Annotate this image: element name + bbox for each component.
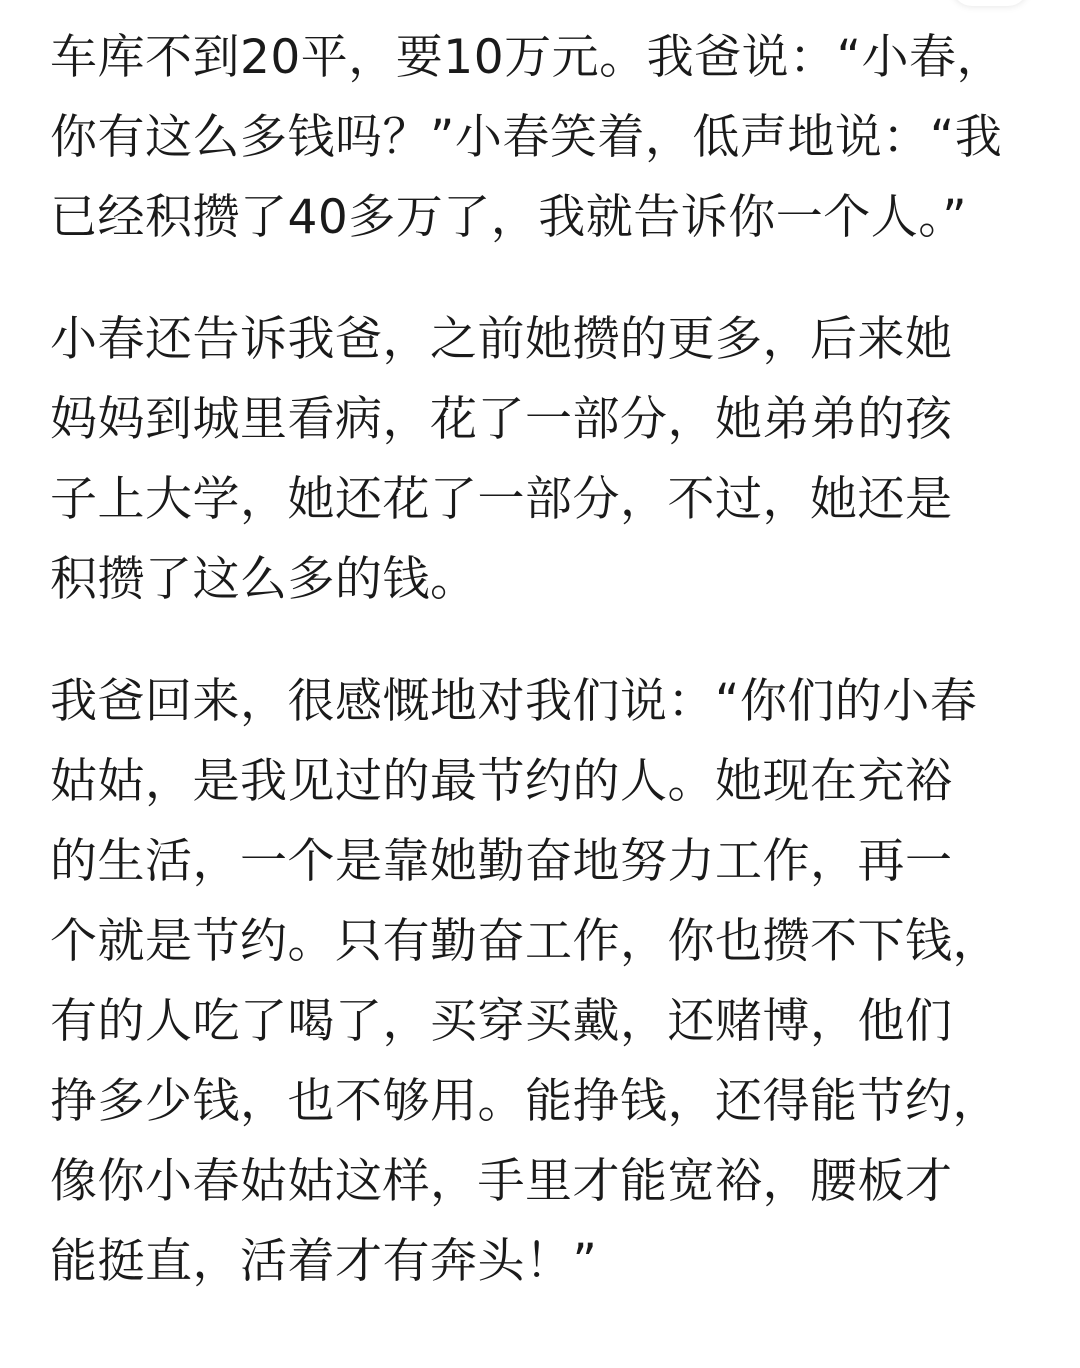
text-line: 子上大学，她还花了一部分，不过，她还是 [50, 472, 953, 527]
text-line: 车库不到20平，要10万元。我爸说：“小春， [50, 30, 1004, 85]
top-right-floating-button-edge[interactable] [952, 0, 1028, 6]
paragraph-3 [50, 662, 1040, 1302]
text-line: 我爸回来，很感慨地对我们说：“你们的小春 [50, 674, 978, 729]
text-line: 个就是节约。只有勤奋工作，你也攒不下钱， [50, 914, 1000, 969]
text-line: 小春还告诉我爸，之前她攒的更多，后来她 [50, 312, 953, 367]
text-line: 你有这么多钱吗？”小春笑着，低声地说：“我 [50, 110, 1003, 165]
text-line: 像你小春姑姑这样，手里才能宽裕，腰板才 [50, 1154, 953, 1209]
paragraph-1 [50, 18, 1040, 258]
text-line: 能挺直，活着才有奔头！” [50, 1234, 598, 1289]
text-line: 已经积攒了40多万了，我就告诉你一个人。” [50, 190, 968, 245]
text-line: 有的人吃了喝了，买穿买戴，还赌博，他们 [50, 994, 953, 1049]
article-body [50, 18, 1040, 1302]
text-line: 积攒了这么多的钱。 [50, 552, 478, 607]
text-line: 的生活，一个是靠她勤奋地努力工作，再一 [50, 834, 953, 889]
text-line: 姑姑，是我见过的最节约的人。她现在充裕 [50, 754, 953, 809]
paragraph-2 [50, 300, 1040, 620]
text-line: 挣多少钱，也不够用。能挣钱，还得能节约， [50, 1074, 1000, 1129]
text-line: 妈妈到城里看病，花了一部分，她弟弟的孩 [50, 392, 953, 447]
